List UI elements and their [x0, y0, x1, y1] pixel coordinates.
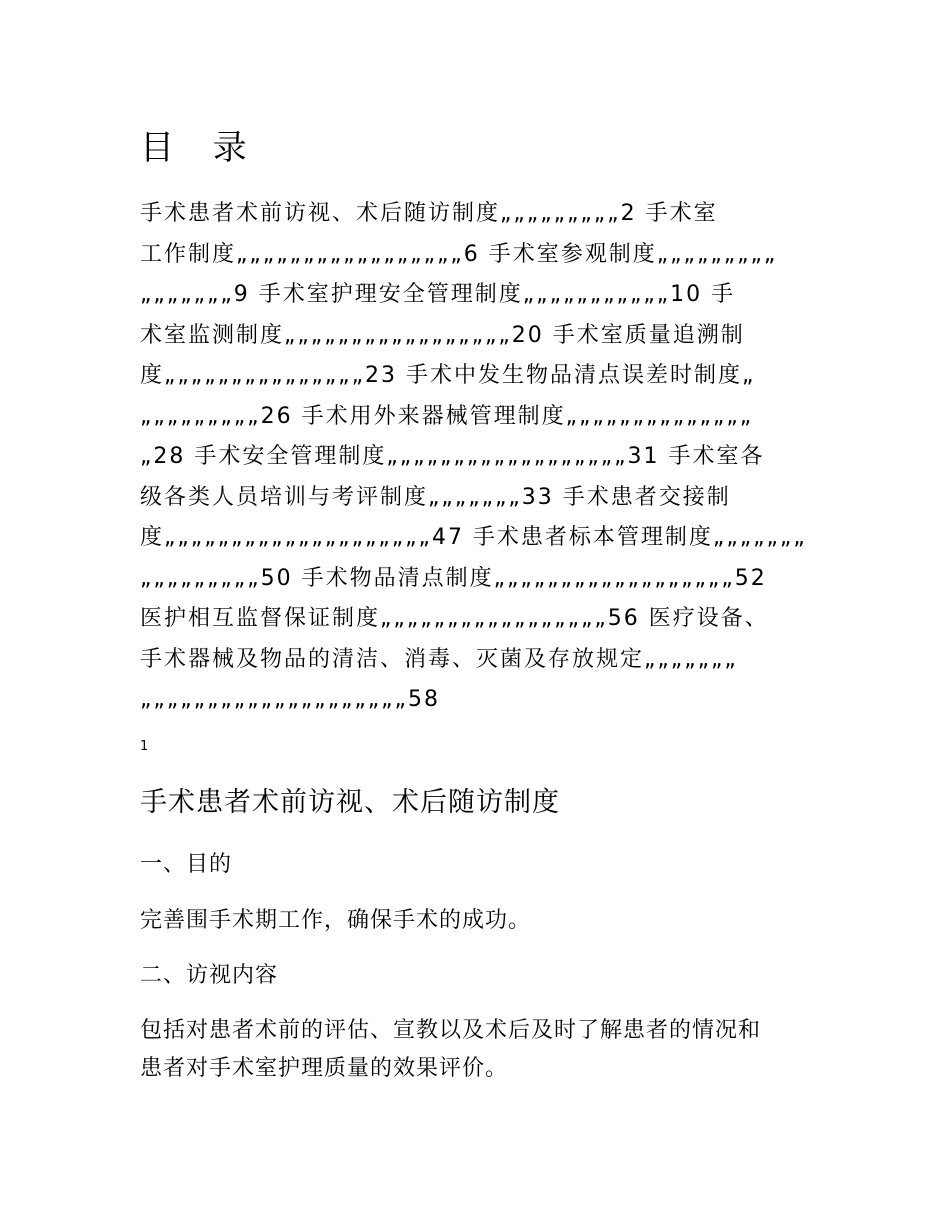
page-number: 1 — [140, 739, 149, 754]
section-title: 手术患者术前访视、术后随访制度 — [140, 787, 560, 818]
toc-line: 度„„„„„„„„„„„„„„„„„„„„47 手术患者标本管理制度„„„„„„„ — [140, 525, 807, 550]
toc-line: „„„„„„„„„„„„„„„„„„„„58 — [140, 687, 440, 712]
toc-line: 手术器械及物品的清洁、消毒、灭菌及存放规定„„„„„„„ — [140, 646, 738, 672]
paragraph-content-line: 患者对手术室护理质量的效果评价。 — [140, 1056, 509, 1081]
section-heading-content: 二、访视内容 — [140, 963, 279, 988]
table-of-contents — [140, 194, 810, 721]
toc-line: 医护相互监督保证制度„„„„„„„„„„„„„„„„„56 医疗设备、 — [140, 606, 769, 631]
toc-line: 工作制度„„„„„„„„„„„„„„„„„6 手术室参观制度„„„„„„„„„ — [140, 241, 778, 267]
toc-line: „„„„„„„9 手术室护理安全管理制度„„„„„„„„„„„10 手 — [140, 282, 736, 307]
toc-line: „28 手术安全管理制度„„„„„„„„„„„„„„„„„„31 手术室各 — [140, 444, 765, 469]
toc-line: „„„„„„„„„26 手术用外来器械管理制度„„„„„„„„„„„„„„ — [140, 403, 754, 429]
toc-line: „„„„„„„„„50 手术物品清点制度„„„„„„„„„„„„„„„„„„52 — [140, 565, 767, 591]
paragraph-purpose: 完善围手术期工作，确保手术的成功。 — [140, 908, 532, 933]
section-heading-purpose: 一、目的 — [140, 852, 233, 877]
toc-line: 级各类人员培训与考评制度„„„„„„„33 手术患者交接制 — [140, 484, 731, 510]
toc-title: 目 录 — [140, 128, 261, 168]
toc-line: 术室监测制度„„„„„„„„„„„„„„„„„20 手术室质量追溯制 — [140, 322, 745, 348]
toc-line: 度„„„„„„„„„„„„„„„23 手术中发生物品清点误差时制度„ — [140, 363, 756, 388]
paragraph-content-line: 包括对患者术前的评估、宣教以及术后及时了解患者的情况和 — [140, 1018, 762, 1043]
toc-line: 手术患者术前访视、术后随访制度„„„„„„„„„2 手术室 — [140, 201, 718, 226]
